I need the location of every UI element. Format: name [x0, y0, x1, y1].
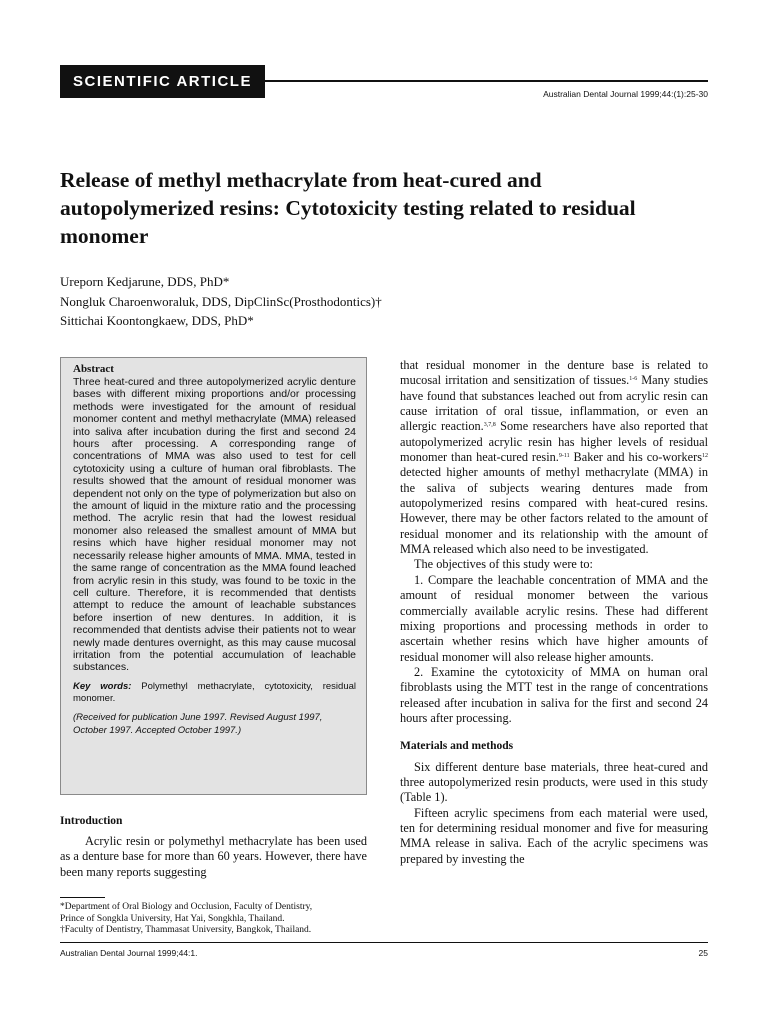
article-title: Release of methyl methacrylate from heat-cured and autopolymerized resins: Cytotoxicity testing related to residual monomer	[60, 168, 636, 248]
objective-1: 1. Compare the leachable concentration of MMA and the amount of residual monomer between the various commercially available acrylic resins. These had different mixing proportions and processing methods in order to ascertain whether resins which have higher amounts of residual monomer will also release higher amounts.	[400, 572, 708, 664]
citation: 12	[702, 453, 709, 460]
citation: 1-6	[629, 376, 638, 383]
abstract-heading: Abstract	[73, 363, 114, 375]
objectives-intro: The objectives of this study were to:	[414, 557, 593, 572]
footnote-line: *Department of Oral Biology and Occlusion, Faculty of Dentistry,	[60, 902, 313, 912]
author: Nongluk Charoenworaluk, DDS, DipClinSc(Prosthodontics)†	[60, 293, 382, 309]
journal-reference: Australian Dental Journal 1999;44:(1):25-30	[543, 89, 708, 99]
footer-rule	[60, 942, 708, 943]
received-dates: (Received for publication June 1997. Revised August 1997, October 1997. Accepted October 1997.)	[73, 712, 323, 736]
citation: 9-11	[558, 453, 570, 460]
header-rule	[265, 80, 708, 82]
footnotes	[60, 902, 370, 937]
citation: 3,7,8	[483, 422, 496, 429]
introduction-body: Acrylic resin or polymethyl methacrylate has been used as a denture base for more than 60 years. However, there have been many reports suggesting	[60, 834, 367, 879]
introduction-heading: Introduction	[60, 815, 123, 827]
author: Sittichai Koontongkaew, DDS, PhD*	[60, 313, 254, 328]
article-type-badge: SCIENTIFIC ARTICLE	[60, 65, 265, 98]
keywords-label: Key words:	[73, 680, 132, 692]
page-number: 25	[698, 948, 708, 958]
objective-2: 2. Examine the cytotoxicity of MMA on human oral fibroblasts using the MTT test in the range of concentrations released after incubation in saliva for the first and second 24 hours after processing.	[400, 664, 708, 725]
methods-paragraph-1: Six different denture base materials, three heat-cured and three autopolymerized resin products, were used in this study (Table 1).	[400, 759, 708, 805]
keywords-text: Polymethyl methacrylate, cytotoxicity, residual monomer.	[73, 680, 357, 705]
abstract-body: Three heat-cured and three autopolymerized acrylic denture bases with different mixing proportions and/or processing methods were investigated for the amount of residual monomer content and methyl methacrylate (MMA) released into saliva after incubation during the first and second 24 hours after processing. A corresponding range of concentrations of MMA was also used to test for cell cytotoxicity using a culture of human oral fibroblasts. The results showed that the amount of residual monomer was dependent not only on the type of polymerization but also on the amount of liquid in the mixture ratio and the processing method. The acrylic resin that had the lowest residual monomer also released the smallest amount of MMA but resins which have higher residual monomer may not necessarily release higher amounts of MMA. MMA, tested in the same range of concentration as the MMA found leached from acrylic resin in this study, was found to be toxic in the cell culture. Therefore, it is recommended that dentists attempt to reduce the amount of leachable substances before insertion of new dentures. In addition, it is recommended that dentists advise their patients not to wear newly made dentures overnight, as this may cause mucosal irritation from the potential accumulation of leachable substances.	[73, 376, 356, 674]
footnote-rule	[60, 897, 105, 898]
methods-heading: Materials and methods	[400, 740, 514, 753]
right-paragraph-1: that residual monomer in the denture base is related to mucosal irritation and sensitization of tissues.$^{1-6}$ Many studies have found that substances leached out from acrylic resin can cause irritation of oral tissue, inflammation, or even an allergic reaction.$^{3,7,8}$ Some researchers have also reported that autopolymerized acrylic resin has higher levels of residual monomer than heat-cured resin.$^{9-11}$ Baker and his co-workers$^{12}$ detected higher amounts of methyl methacrylate (MMA) in the saliva of subjects wearing dentures made from autopolymerized resins compared with heat-cured resins. However, there may be other factors related to the amount of residual monomer and its relationship with the amount of MMA released which also need to be investigated.	[400, 358, 709, 557]
methods-paragraph-2: Fifteen acrylic specimens from each material were used, ten for determining residual monomer and five for measuring MMA release in saliva. Each of the acrylic specimens was prepared by investing the	[400, 805, 708, 866]
author: Ureporn Kedjarune, DDS, PhD*	[60, 274, 230, 289]
footer-journal: Australian Dental Journal 1999;44:1.	[60, 948, 198, 958]
footnote-line: †Faculty of Dentistry, Thammasat University, Bangkok, Thailand.	[60, 925, 312, 935]
abstract-box	[60, 357, 367, 795]
keywords	[73, 681, 356, 706]
right-column	[400, 358, 708, 867]
author-list	[60, 272, 382, 331]
footnote-line: Prince of Songkla University, Hat Yai, Songkhla, Thailand.	[60, 913, 285, 924]
